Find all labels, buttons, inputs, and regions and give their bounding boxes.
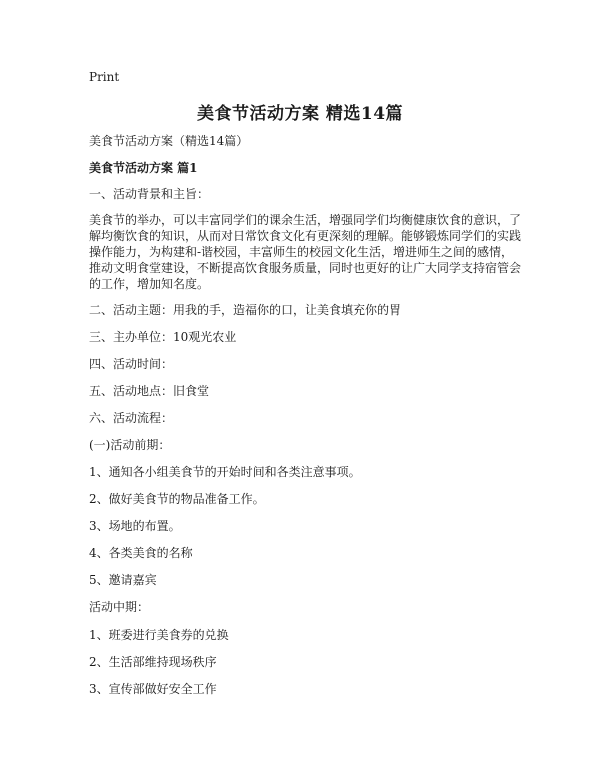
paragraph-line: 操作能力，为构建和-谐校园，丰富师生的校园文化生活，增进师生之间的感情， [89,245,514,259]
document-title: 美食节活动方案 精选14篇 [196,104,404,124]
item-place: 五、活动地点：旧食堂 [89,384,210,398]
middle-step: 3、宣传部做好安全工作 [89,682,217,696]
background-paragraph [89,212,522,292]
middle-step: 2、生活部维持现场秩序 [89,655,217,669]
print-link[interactable]: Print [89,70,120,84]
phase-middle: 活动中期： [89,600,150,614]
item-background: 一、活动背景和主旨： [89,187,210,201]
phase-early: (一)活动前期： [89,438,171,452]
early-step: 3、场地的布置。 [89,519,181,533]
paragraph-line: 的工作，增加知名度。 [89,277,210,291]
item-theme: 二、活动主题：用我的手，造福你的口，让美食填充你的胃 [89,303,402,317]
middle-step: 1、班委进行美食券的兑换 [89,628,229,642]
subtitle: 美食节活动方案（精选14篇） [89,134,249,148]
section-heading: 美食节活动方案 篇1 [89,161,198,175]
early-step: 2、做好美食节的物品准备工作。 [89,492,265,506]
early-step: 4、各类美食的名称 [89,546,193,560]
early-step: 1、通知各小组美食节的开始时间和各类注意事项。 [89,465,361,479]
item-organizer: 三、主办单位：10观光农业 [89,330,237,344]
paragraph-line: 解均衡饮食的知识，从而对日常饮食文化有更深刻的理解。能够锻炼同学们的实践 [89,229,522,243]
early-step: 5、邀请嘉宾 [89,573,157,587]
paragraph-line: 推动文明食堂建设，不断提高饮食服务质量，同时也更好的让广大同学支持宿管会 [89,261,522,275]
paragraph-line: 美食节的举办，可以丰富同学们的课余生活，增强同学们均衡健康饮食的意识，了 [89,213,522,227]
item-flow: 六、活动流程： [89,411,174,425]
item-time: 四、活动时间： [89,357,174,371]
